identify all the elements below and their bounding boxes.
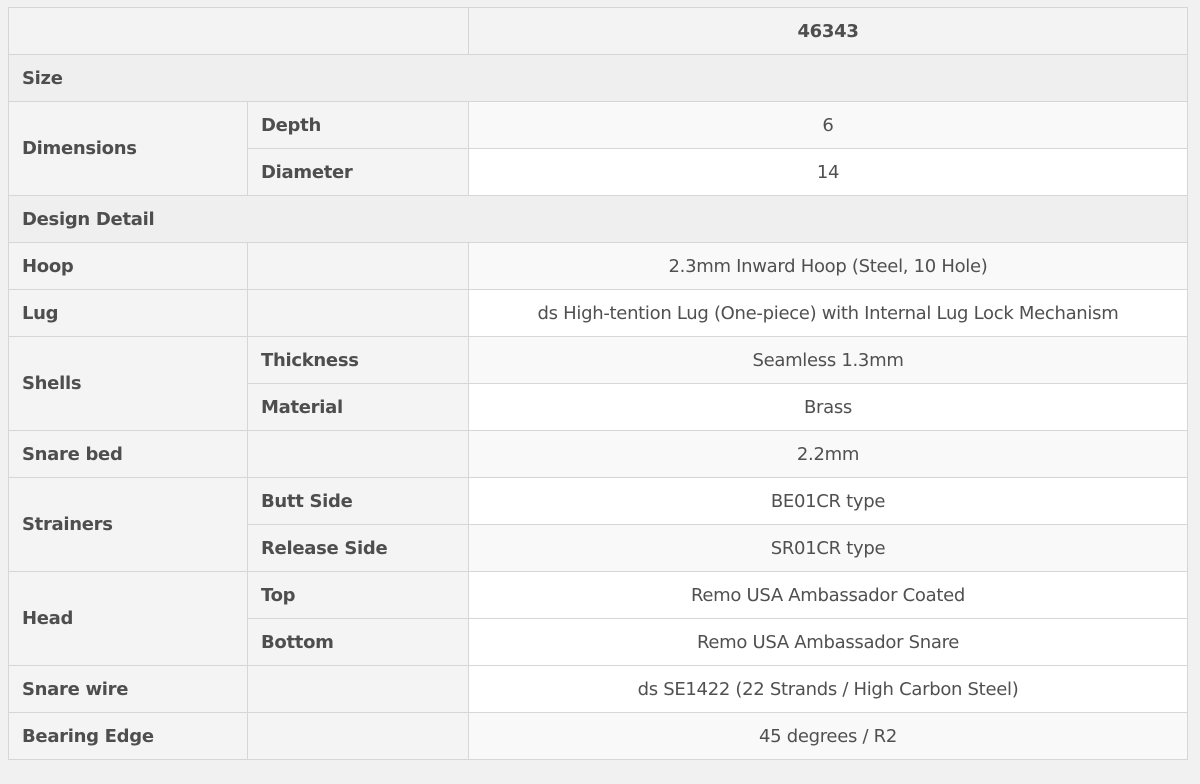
row-label-dimensions: Dimensions xyxy=(9,102,248,196)
sublabel-material: Material xyxy=(248,384,469,431)
value-top: Remo USA Ambassador Coated xyxy=(469,572,1188,619)
sublabel-butt-side: Butt Side xyxy=(248,478,469,525)
sublabel-top: Top xyxy=(248,572,469,619)
header-empty-cell xyxy=(9,8,469,55)
table-row xyxy=(9,478,1188,525)
row-label-snare-bed: Snare bed xyxy=(9,431,248,478)
table-row xyxy=(9,337,1188,384)
empty-cell xyxy=(248,431,469,478)
value-depth: 6 xyxy=(469,102,1188,149)
row-label-hoop: Hoop xyxy=(9,243,248,290)
table-row xyxy=(9,572,1188,619)
table-row xyxy=(9,102,1188,149)
value-bearing-edge: 45 degrees / R2 xyxy=(469,713,1188,760)
empty-cell xyxy=(248,666,469,713)
table-row xyxy=(9,243,1188,290)
value-butt-side: BE01CR type xyxy=(469,478,1188,525)
section-size-label: Size xyxy=(9,55,1188,102)
table-row xyxy=(9,431,1188,478)
value-thickness: Seamless 1.3mm xyxy=(469,337,1188,384)
model-number: 46343 xyxy=(469,8,1188,55)
sublabel-depth: Depth xyxy=(248,102,469,149)
value-snare-wire: ds SE1422 (22 Strands / High Carbon Steel) xyxy=(469,666,1188,713)
row-label-bearing-edge: Bearing Edge xyxy=(9,713,248,760)
sublabel-release-side: Release Side xyxy=(248,525,469,572)
table-row xyxy=(9,666,1188,713)
spec-table xyxy=(8,7,1188,760)
value-diameter: 14 xyxy=(469,149,1188,196)
section-design-detail-label: Design Detail xyxy=(9,196,1188,243)
sublabel-thickness: Thickness xyxy=(248,337,469,384)
value-snare-bed: 2.2mm xyxy=(469,431,1188,478)
table-row xyxy=(9,290,1188,337)
row-label-snare-wire: Snare wire xyxy=(9,666,248,713)
empty-cell xyxy=(248,243,469,290)
value-hoop: 2.3mm Inward Hoop (Steel, 10 Hole) xyxy=(469,243,1188,290)
row-label-shells: Shells xyxy=(9,337,248,431)
row-label-strainers: Strainers xyxy=(9,478,248,572)
value-material: Brass xyxy=(469,384,1188,431)
row-label-lug: Lug xyxy=(9,290,248,337)
section-row-size xyxy=(9,55,1188,102)
sublabel-bottom: Bottom xyxy=(248,619,469,666)
empty-cell xyxy=(248,290,469,337)
table-row xyxy=(9,713,1188,760)
row-label-head: Head xyxy=(9,572,248,666)
value-release-side: SR01CR type xyxy=(469,525,1188,572)
value-bottom: Remo USA Ambassador Snare xyxy=(469,619,1188,666)
sublabel-diameter: Diameter xyxy=(248,149,469,196)
section-row-design-detail xyxy=(9,196,1188,243)
value-lug: ds High-tention Lug (One-piece) with Internal Lug Lock Mechanism xyxy=(469,290,1188,337)
table-header-row xyxy=(9,8,1188,55)
empty-cell xyxy=(248,713,469,760)
